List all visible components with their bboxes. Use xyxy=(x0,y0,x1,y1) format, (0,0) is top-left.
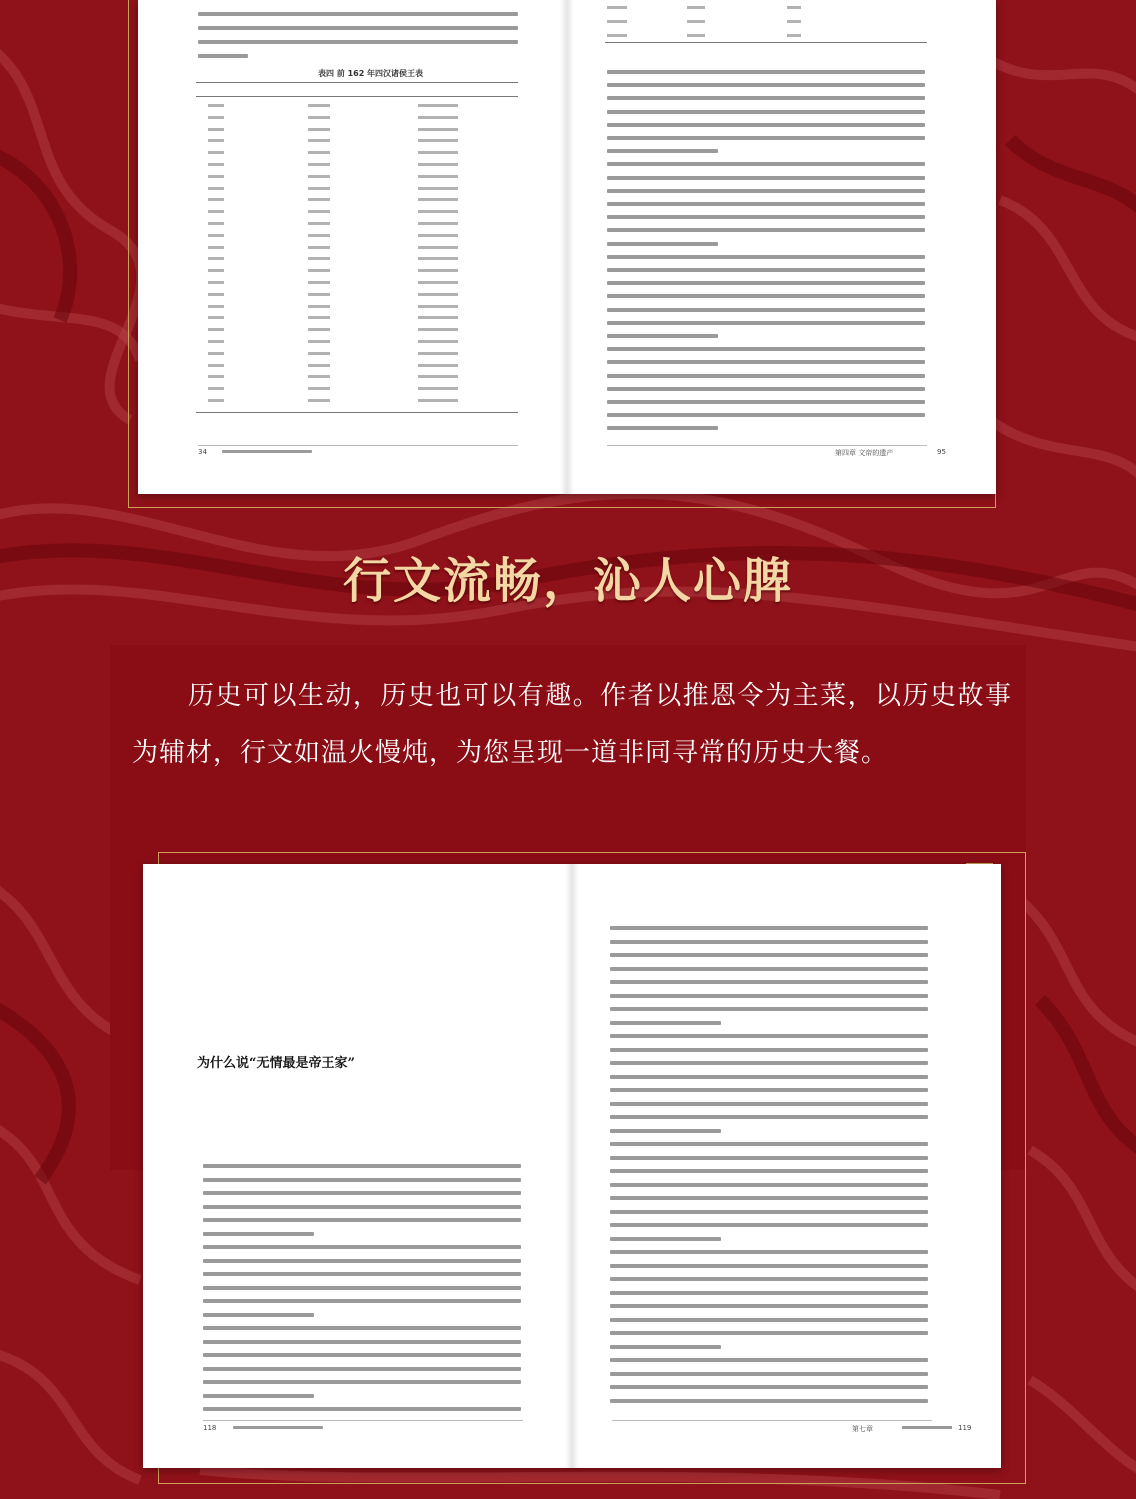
text-line xyxy=(607,387,925,391)
table-cell xyxy=(418,364,458,367)
table-cell xyxy=(208,281,224,284)
text-line xyxy=(203,1367,521,1371)
page-number-right: 95 xyxy=(937,448,946,456)
text-line xyxy=(610,1102,928,1106)
table-cell xyxy=(208,175,224,178)
text-line xyxy=(607,294,925,298)
table-cell xyxy=(418,116,458,119)
table-cell xyxy=(208,210,224,213)
text-line xyxy=(610,1007,928,1011)
table-cell xyxy=(308,281,330,284)
chapter-title-right: 第四章 文帝的遗产 xyxy=(835,449,894,457)
table-cell xyxy=(418,399,458,402)
table-cell xyxy=(308,352,330,355)
table-cell xyxy=(208,234,224,237)
text-line xyxy=(610,1183,928,1187)
section-title: 为什么说“无情最是帝王家” xyxy=(197,1056,355,1071)
table-cell xyxy=(308,246,330,249)
text-line xyxy=(203,1326,521,1330)
text-line xyxy=(610,1169,928,1173)
text-line xyxy=(610,1088,928,1092)
text-line xyxy=(610,1061,928,1065)
text-line xyxy=(610,1318,928,1322)
table-cell xyxy=(418,175,458,178)
text-line xyxy=(607,268,925,272)
text-line xyxy=(610,967,928,971)
table-cell xyxy=(308,340,330,343)
table-cell xyxy=(418,269,458,272)
table-cell xyxy=(208,340,224,343)
text-line xyxy=(607,96,925,100)
table-cell xyxy=(208,269,224,272)
text-line xyxy=(610,1210,928,1214)
text-line xyxy=(203,1232,314,1236)
text-line xyxy=(610,1048,928,1052)
text-line xyxy=(610,1075,928,1079)
text-line xyxy=(203,1340,521,1344)
text-line xyxy=(203,1380,521,1384)
text-line xyxy=(607,70,925,74)
right-page xyxy=(567,0,996,494)
table-cell xyxy=(208,246,224,249)
book-spread-bottom xyxy=(143,864,1001,1468)
text-line xyxy=(610,1129,721,1133)
table-cell xyxy=(208,316,224,319)
text-line xyxy=(607,321,925,325)
book-spread-top xyxy=(138,0,996,494)
left-page xyxy=(138,0,567,494)
table-cell xyxy=(208,257,224,260)
table-cell xyxy=(308,187,330,190)
table-cell xyxy=(418,305,458,308)
text-line xyxy=(610,1021,721,1025)
text-line xyxy=(610,1156,928,1160)
text-line xyxy=(607,123,925,127)
text-line xyxy=(607,242,718,246)
table-cell xyxy=(418,375,458,378)
table-cell xyxy=(418,316,458,319)
text-line xyxy=(607,374,925,378)
text-line xyxy=(610,1331,928,1335)
text-line xyxy=(607,162,925,166)
text-line xyxy=(203,1205,521,1209)
text-line xyxy=(610,1358,928,1362)
text-line xyxy=(610,1372,928,1376)
text-line xyxy=(610,1223,928,1227)
table-cell xyxy=(418,139,458,142)
table-cell xyxy=(208,305,224,308)
table-cell xyxy=(208,128,224,131)
text-line xyxy=(610,1385,928,1389)
text-line xyxy=(203,1164,521,1168)
table-cell xyxy=(208,387,224,390)
table-cell xyxy=(418,281,458,284)
text-line xyxy=(610,980,928,984)
table-cell xyxy=(308,269,330,272)
table-cell xyxy=(308,257,330,260)
text-line xyxy=(610,1034,928,1038)
text-line xyxy=(610,1345,721,1349)
table-cell xyxy=(308,163,330,166)
table-cell xyxy=(418,187,458,190)
table-cell xyxy=(418,163,458,166)
table-cell xyxy=(308,151,330,154)
table-cell xyxy=(208,139,224,142)
text-line xyxy=(607,110,925,114)
text-line xyxy=(607,413,925,417)
right-page xyxy=(572,864,1001,1468)
text-line xyxy=(610,1237,721,1241)
table-cell xyxy=(308,198,330,201)
text-line xyxy=(203,1286,521,1290)
chapter-title-right: 第七章 xyxy=(852,1425,873,1433)
table-cell xyxy=(208,116,224,119)
table-cell xyxy=(308,364,330,367)
table-cell xyxy=(208,104,224,107)
table-cell xyxy=(308,387,330,390)
text-line xyxy=(607,83,925,87)
text-line xyxy=(607,149,718,153)
table-cell xyxy=(418,234,458,237)
text-line xyxy=(203,1245,521,1249)
text-line xyxy=(610,994,928,998)
table-cell xyxy=(418,328,458,331)
page-number-left: 118 xyxy=(203,1424,217,1432)
text-line xyxy=(203,1191,521,1195)
text-line xyxy=(203,1259,521,1263)
text-line xyxy=(203,1353,521,1357)
table-cell xyxy=(208,364,224,367)
table-cell xyxy=(308,375,330,378)
text-line xyxy=(607,136,925,140)
headline: 行文流畅，沁人心脾 xyxy=(342,553,793,609)
text-line xyxy=(607,281,925,285)
table-cell xyxy=(418,352,458,355)
text-line xyxy=(607,426,718,430)
text-line xyxy=(203,1394,314,1398)
text-line xyxy=(607,255,925,259)
text-line xyxy=(610,1304,928,1308)
table-cell xyxy=(418,128,458,131)
text-line xyxy=(607,202,925,206)
table-cell xyxy=(418,210,458,213)
text-line xyxy=(610,953,928,957)
text-line xyxy=(610,1115,928,1119)
table-cell xyxy=(308,293,330,296)
table-cell xyxy=(418,151,458,154)
table-cell xyxy=(208,328,224,331)
table-cell xyxy=(418,198,458,201)
text-line xyxy=(610,1142,928,1146)
text-line xyxy=(607,334,718,338)
text-line xyxy=(610,1264,928,1268)
text-line xyxy=(607,228,925,232)
text-line xyxy=(203,1299,521,1303)
page-number-right: 119 xyxy=(958,1424,972,1432)
table-cell xyxy=(208,151,224,154)
table-cell xyxy=(308,316,330,319)
table-cell xyxy=(308,104,330,107)
text-line xyxy=(203,1218,521,1222)
table-cell xyxy=(308,305,330,308)
text-line xyxy=(610,1277,928,1281)
table-cell xyxy=(208,163,224,166)
table-cell xyxy=(208,222,224,225)
table-cell xyxy=(308,116,330,119)
text-line xyxy=(203,1313,314,1317)
text-line xyxy=(607,360,925,364)
table-cell xyxy=(418,293,458,296)
text-line xyxy=(607,215,925,219)
table-cell xyxy=(208,293,224,296)
table-cell xyxy=(308,234,330,237)
table-cell xyxy=(308,175,330,178)
text-line xyxy=(610,1250,928,1254)
table-cell xyxy=(208,187,224,190)
table-cell xyxy=(308,210,330,213)
table-cell xyxy=(308,328,330,331)
table-title: 表四 前 162 年四汉诸侯王表 xyxy=(318,69,424,78)
text-line xyxy=(203,1178,521,1182)
table-cell xyxy=(208,399,224,402)
text-line xyxy=(203,1272,521,1276)
table-cell xyxy=(418,104,458,107)
text-line xyxy=(610,1291,928,1295)
text-line xyxy=(607,347,925,351)
intro-paragraph: 历史可以生动，历史也可以有趣。作者以推恩令为主菜，以历史故事为辅材，行文如温火慢炖，为您呈现一道非同寻常的历史大餐。 xyxy=(132,681,1012,768)
table-cell xyxy=(418,246,458,249)
text-line xyxy=(607,176,925,180)
table-cell xyxy=(308,399,330,402)
table-cell xyxy=(208,198,224,201)
text-line xyxy=(610,1399,928,1403)
text-line xyxy=(610,926,928,930)
table-cell xyxy=(308,139,330,142)
text-line xyxy=(607,308,925,312)
table-cell xyxy=(418,340,458,343)
table-cell xyxy=(418,257,458,260)
table-cell xyxy=(418,387,458,390)
table-cell xyxy=(418,222,458,225)
text-line xyxy=(607,400,925,404)
left-page xyxy=(143,864,572,1468)
table-cell xyxy=(308,222,330,225)
text-line xyxy=(607,189,925,193)
text-line xyxy=(610,940,928,944)
table-cell xyxy=(308,128,330,131)
table-cell xyxy=(208,375,224,378)
text-line xyxy=(203,1407,521,1411)
table-cell xyxy=(208,352,224,355)
text-line xyxy=(610,1196,928,1200)
page-number-left: 34 xyxy=(198,448,207,456)
